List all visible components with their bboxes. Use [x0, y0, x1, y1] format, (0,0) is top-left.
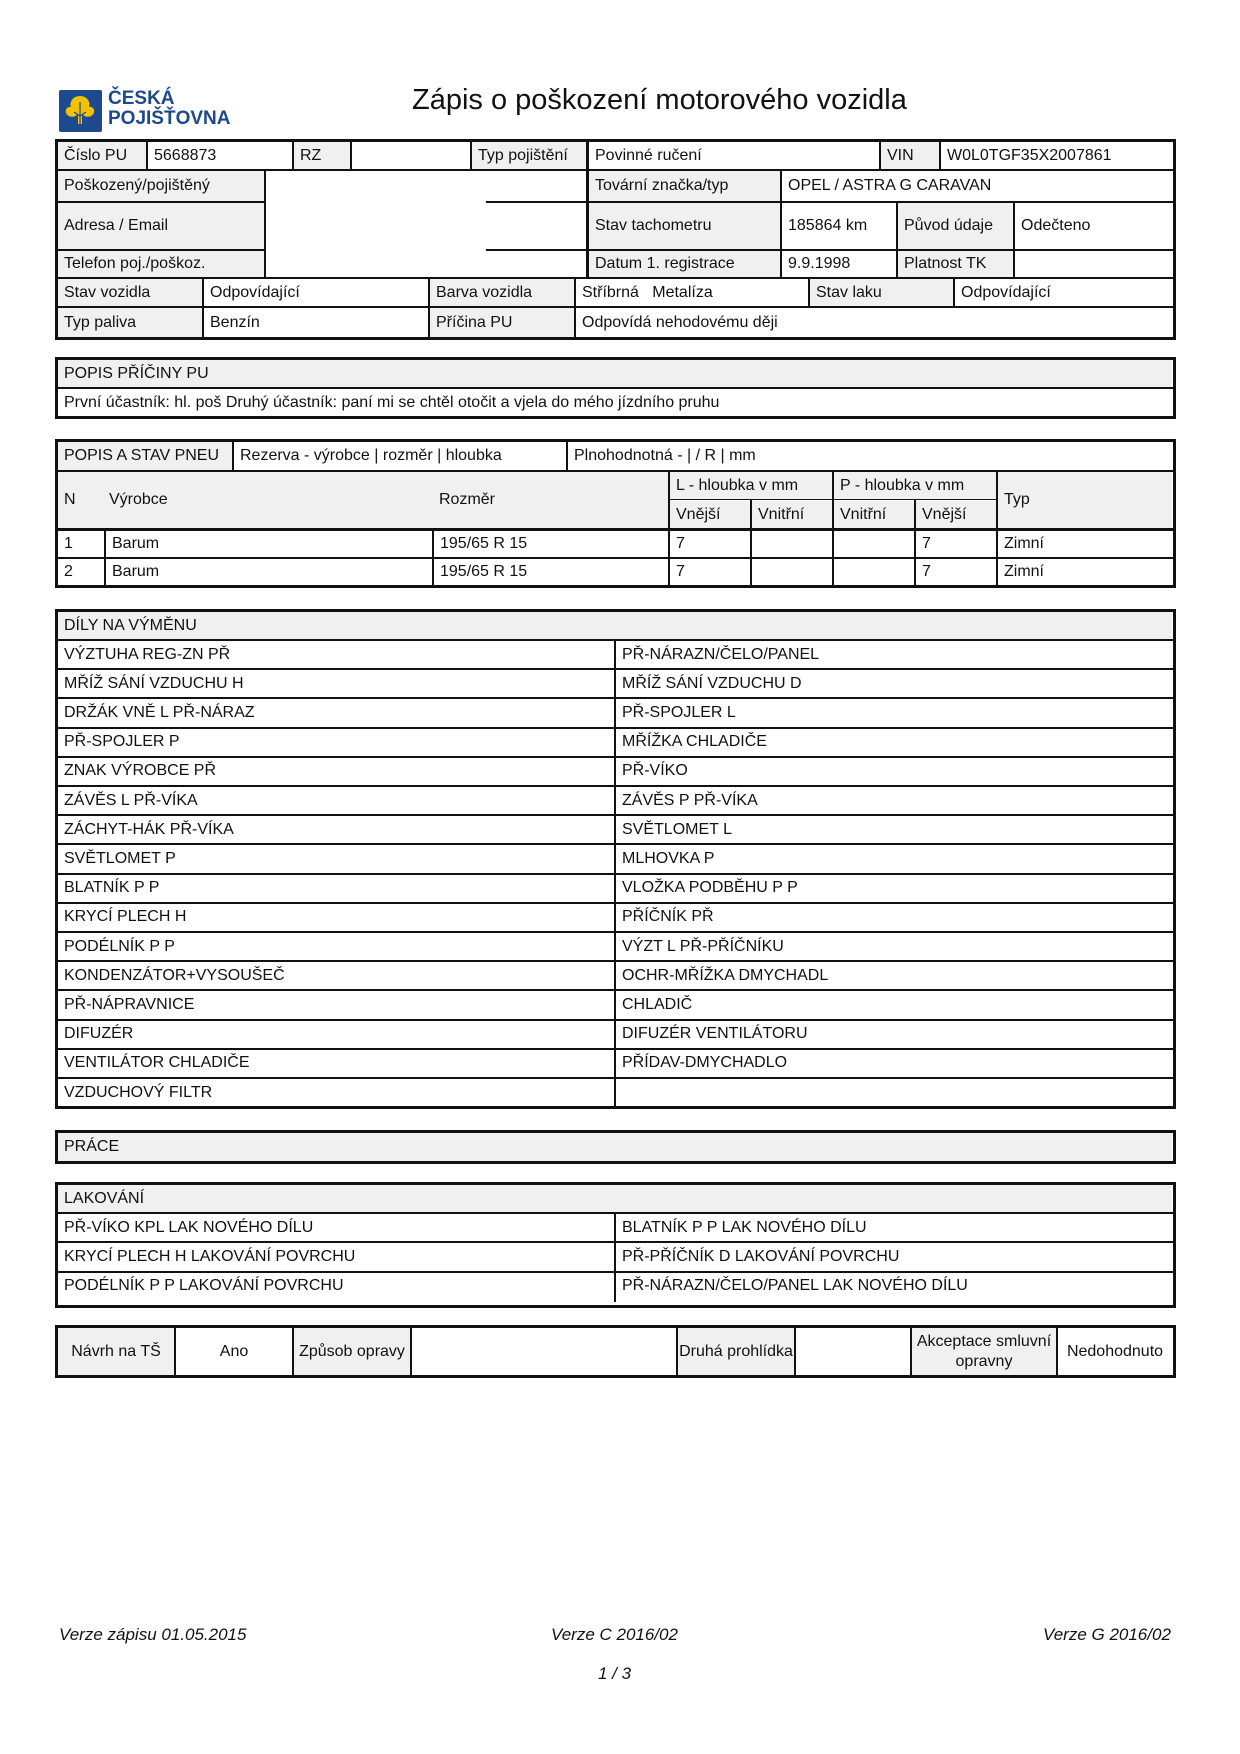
- pneu-rozmer: 195/65 R 15: [434, 531, 668, 557]
- col-vyrobce-header: Výrobce: [109, 491, 168, 508]
- puvod-label: Původ údaje: [898, 203, 1015, 249]
- platnost-tk-label: Platnost TK: [898, 251, 1015, 277]
- col-rozmer-header: Rozměr: [439, 491, 496, 508]
- dily-item-right: MŘÍŽKA CHLADIČE: [616, 729, 1172, 756]
- lakovani-item-left: PŘ-VÍKO KPL LAK NOVÉHO DÍLU: [58, 1214, 614, 1241]
- pneu-heading: POPIS A STAV PNEU: [58, 442, 232, 470]
- typ-pojisteni-value: Povinné ručení: [589, 142, 881, 169]
- stav-laku-value: Odpovídající: [955, 279, 1172, 306]
- druha-prohlidka-label: Druhá prohlídka: [678, 1328, 794, 1375]
- dily-item-right: DIFUZÉR VENTILÁTORU: [616, 1021, 1172, 1048]
- registrace-value: 9.9.1998: [782, 251, 896, 277]
- pneu-typ: Zimní: [998, 559, 1172, 585]
- barva-value: Stříbrná Metalíza: [576, 279, 808, 306]
- logo-emblem: [59, 90, 102, 132]
- col-n-header: N: [64, 491, 76, 508]
- col-p-vnitrni-header: Vnitřní: [834, 501, 914, 528]
- pricina-label: Příčina PU: [430, 308, 576, 337]
- registrace-label: Datum 1. registrace: [589, 251, 782, 277]
- dily-item-left: MŘÍŽ SÁNÍ VZDUCHU H: [58, 670, 614, 697]
- pneu-rozmer: 195/65 R 15: [434, 559, 668, 585]
- tachometr-value: 185864 km: [782, 203, 896, 249]
- znacka-label: Tovární značka/typ: [589, 171, 782, 201]
- footer-verze-zapisu: Verze zápisu 01.05.2015: [59, 1625, 247, 1644]
- dily-item-left: KONDENZÁTOR+VYSOUŠEČ: [58, 962, 614, 989]
- dily-item-right: MŘÍŽ SÁNÍ VZDUCHU D: [616, 670, 1172, 697]
- rz-label: RZ: [294, 142, 352, 169]
- pneu-n: 2: [58, 559, 104, 585]
- lakovani-heading: LAKOVÁNÍ: [58, 1185, 1172, 1212]
- vin-label: VIN: [881, 142, 941, 169]
- dily-item-left: PODÉLNÍK P P: [58, 933, 614, 960]
- lakovani-item-right: PŘ-NÁRAZN/ČELO/PANEL LAK NOVÉHO DÍLU: [616, 1273, 1172, 1300]
- pneu-l-vnejsi: 7: [670, 559, 750, 585]
- dily-item-right: PŘ-SPOJLER L: [616, 699, 1172, 726]
- dily-item-right: PŘÍČNÍK PŘ: [616, 904, 1172, 931]
- lakovani-item-right: PŘ-PŘÍČNÍK D LAKOVÁNÍ POVRCHU: [616, 1243, 1172, 1270]
- dily-item-left: SVĚTLOMET P: [58, 845, 614, 872]
- lakovani-item-left: PODÉLNÍK P P LAKOVÁNÍ POVRCHU: [58, 1273, 614, 1300]
- adresa-label: Adresa / Email: [58, 203, 264, 249]
- logo-line-2: POJIŠŤOVNA: [108, 108, 231, 129]
- logo-wordmark: [108, 89, 230, 129]
- dily-item-left: VENTILÁTOR CHLADIČE: [58, 1050, 614, 1077]
- dily-item-right: OCHR-MŘÍŽKA DMYCHADL: [616, 962, 1172, 989]
- page-number: 1 / 3: [598, 1664, 632, 1683]
- dily-item-right: ZÁVĚS P PŘ-VÍKA: [616, 787, 1172, 814]
- pneu-rezerva: Rezerva - výrobce | rozměr | hloubka: [234, 442, 566, 470]
- vin-value: W0L0TGF35X2007861: [941, 142, 1172, 169]
- dily-item-left: DRŽÁK VNĚ L PŘ-NÁRAZ: [58, 699, 614, 726]
- linden-leaf-icon: [59, 90, 102, 132]
- zpusob-opravy-label: Způsob opravy: [294, 1328, 410, 1375]
- popis-priciny-text: První účastník: hl. poš Druhý účastník: paní mi se chtěl otočit a vjela do mého jízdního pruhu: [58, 389, 1172, 416]
- pneu-p-vnejsi: 7: [916, 531, 996, 557]
- dily-item-left: BLATNÍK P P: [58, 875, 614, 902]
- footer-verze-c: Verze C 2016/02: [551, 1625, 678, 1644]
- col-l-vnejsi-header: Vnější: [670, 501, 750, 528]
- pricina-value: Odpovídá nehodovému ději: [576, 308, 1172, 337]
- dily-item-right: VÝZT L PŘ-PŘÍČNÍKU: [616, 933, 1172, 960]
- dily-item-right: CHLADIČ: [616, 991, 1172, 1018]
- col-typ-header: Typ: [998, 472, 1172, 528]
- stav-vozidla-label: Stav vozidla: [58, 279, 204, 306]
- dily-item-right: VLOŽKA PODBĚHU P P: [616, 875, 1172, 902]
- dily-item-right: PŘ-VÍKO: [616, 758, 1172, 785]
- tachometr-label: Stav tachometru: [589, 203, 782, 249]
- puvod-value: Odečteno: [1015, 203, 1172, 249]
- stav-laku-label: Stav laku: [810, 279, 955, 306]
- cislo-pu-label: Číslo PU: [58, 142, 148, 169]
- pneu-typ: Zimní: [998, 531, 1172, 557]
- dily-item-left: VÝZTUHA REG-ZN PŘ: [58, 641, 614, 668]
- dily-item-left: DIFUZÉR: [58, 1021, 614, 1048]
- dily-item-left: ZNAK VÝROBCE PŘ: [58, 758, 614, 785]
- pneu-l-vnejsi: 7: [670, 531, 750, 557]
- typ-pojisteni-label: Typ pojištění: [472, 142, 587, 169]
- stav-vozidla-value: Odpovídající: [204, 279, 430, 306]
- akceptace-value: Nedohodnuto: [1058, 1328, 1172, 1375]
- footer-verze-g: Verze G 2016/02: [1043, 1625, 1171, 1644]
- pneu-vyrobce: Barum: [106, 531, 432, 557]
- col-p-header: P - hloubka v mm: [834, 472, 996, 499]
- popis-priciny-heading: POPIS PŘÍČINY PU: [58, 360, 1172, 387]
- akceptace-label: Akceptace smluvní opravny: [912, 1328, 1056, 1375]
- telefon-label: Telefon poj./poškoz.: [58, 251, 264, 277]
- palivo-label: Typ paliva: [58, 308, 204, 337]
- dily-item-left: VZDUCHOVÝ FILTR: [58, 1079, 614, 1106]
- dily-item-right: PŘ-NÁRAZN/ČELO/PANEL: [616, 641, 1172, 668]
- palivo-value: Benzín: [204, 308, 430, 337]
- dily-item-left: PŘ-SPOJLER P: [58, 729, 614, 756]
- col-l-vnitrni-header: Vnitřní: [752, 501, 832, 528]
- barva-label: Barva vozidla: [430, 279, 576, 306]
- pneu-n: 1: [58, 531, 104, 557]
- dily-item-right: MLHOVKA P: [616, 845, 1172, 872]
- lakovani-item-left: KRYCÍ PLECH H LAKOVÁNÍ POVRCHU: [58, 1243, 614, 1270]
- dily-heading: DÍLY NA VÝMĚNU: [58, 612, 1172, 639]
- pneu-p-vnejsi: 7: [916, 559, 996, 585]
- col-l-header: L - hloubka v mm: [670, 472, 832, 499]
- pneu-vyrobce: Barum: [106, 559, 432, 585]
- prace-heading: PRÁCE: [58, 1133, 1172, 1161]
- pneu-plnohodnotna: Plnohodnotná - | / R | mm: [568, 442, 1172, 470]
- dily-item-right: PŘÍDAV-DMYCHADLO: [616, 1050, 1172, 1077]
- znacka-value: OPEL / ASTRA G CARAVAN: [782, 171, 1172, 201]
- navrh-ts-label: Návrh na TŠ: [58, 1328, 174, 1375]
- page-title: Zápis o poškození motorového vozidla: [412, 84, 907, 116]
- col-p-vnejsi-header: Vnější: [916, 501, 996, 528]
- navrh-ts-value: Ano: [176, 1328, 292, 1375]
- dily-item-left: ZÁCHYT-HÁK PŘ-VÍKA: [58, 816, 614, 843]
- lakovani-item-right: BLATNÍK P P LAK NOVÉHO DÍLU: [616, 1214, 1172, 1241]
- dily-item-left: PŘ-NÁPRAVNICE: [58, 991, 614, 1018]
- poskozeny-label: Poškozený/pojištěný: [58, 171, 264, 201]
- logo-line-1: ČESKÁ: [108, 88, 175, 109]
- dily-item-left: ZÁVĚS L PŘ-VÍKA: [58, 787, 614, 814]
- cislo-pu-value: 5668873: [148, 142, 294, 169]
- dily-item-right: SVĚTLOMET L: [616, 816, 1172, 843]
- dily-item-left: KRYCÍ PLECH H: [58, 904, 614, 931]
